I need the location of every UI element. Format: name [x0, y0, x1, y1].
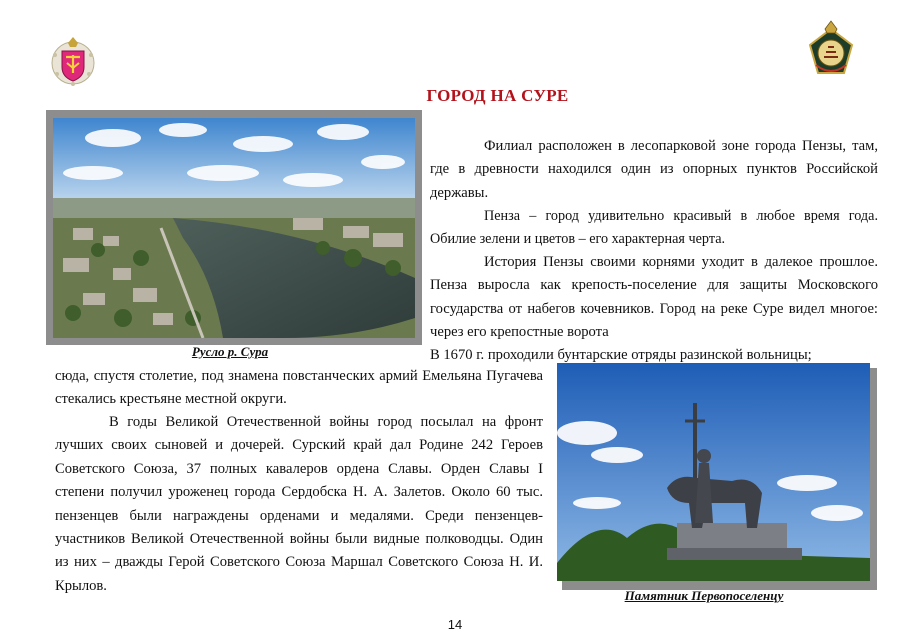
page-number: 14: [447, 617, 463, 632]
paragraph-history-line: В 1670 г. проходили бунтарские отряды разинской вольницы;: [430, 347, 812, 363]
river-photo: [53, 118, 415, 338]
shield-emblem-icon: [50, 33, 96, 91]
river-photo-caption: Русло р. Сура: [191, 344, 269, 359]
paragraph-history: История Пензы своими корнями уходит в далекое прошлое. Пенза выросла как крепость-поселение для защиты Московского государства от набегов кочевников. Город на реке Суре видел многое: через его крепостные ворота: [430, 254, 878, 341]
paragraph-history-continued: сюда, спустя столетие, под знамена повстанческих армий Емельяна Пугачева стекались крестьяне местной округи.: [55, 368, 543, 408]
monument-photo: [557, 363, 870, 581]
pentagon-emblem-icon: [808, 19, 854, 77]
paragraph-war: В годы Великой Отечественной войны город посылал на фронт лучших своих сыновей и дочерей. Сурский край дал Родине 242 Героев Советского Союза, 37 полных кавалеров ордена Славы. Орден Славы I степени получил уроженец города Сердобска Н. А. Залетов. Около 60 тыс. пензенцев были награждены орденами и медалями. Среди пензенцев-участников Великой Отечественной войны были видные полководцы. Один из них – дважды Герой Советского Союза Маршал Советского Союза Н. И. Крылов.: [55, 414, 543, 594]
page-title: ГОРОД НА СУРЕ: [426, 86, 569, 105]
monument-photo-caption: Памятник Первопоселенцу: [624, 588, 784, 603]
paragraph-location: Филиал расположен в лесопарковой зоне города Пензы, там, где в древности находился один из опорных пунктов Российской державы.: [430, 138, 878, 201]
paragraph-beauty: Пенза – город удивительно красивый в любое время года. Обилие зелени и цветов – его характерная черта.: [430, 208, 878, 248]
